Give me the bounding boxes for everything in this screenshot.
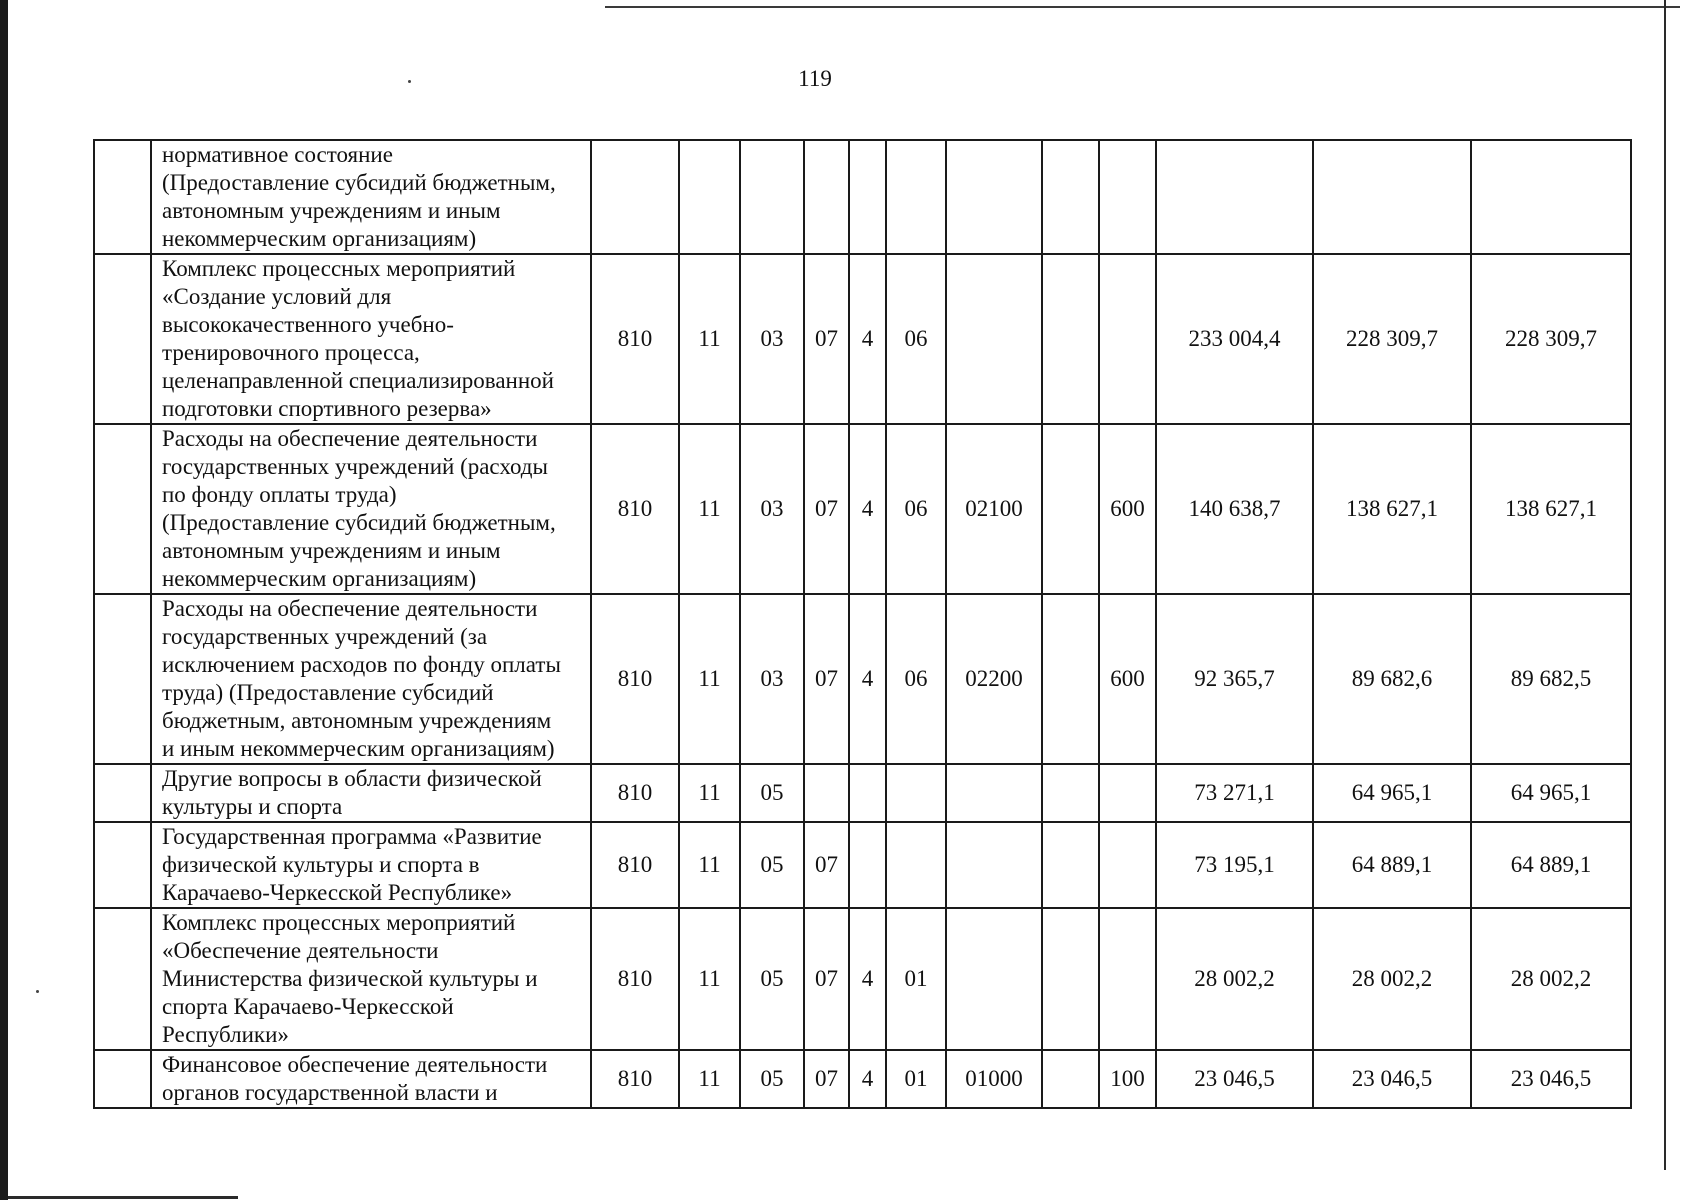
program-type-cell: 4 <box>849 594 886 764</box>
subsection-code-cell: 03 <box>740 254 804 424</box>
row-number-cell <box>94 822 151 908</box>
description-line: и иным некоммерческим организациям) <box>162 736 555 761</box>
program-type-cell: 4 <box>849 1050 886 1108</box>
blank-cell <box>1042 424 1099 594</box>
amount-year-3-cell: 28 002,2 <box>1471 908 1631 1050</box>
blank-cell <box>1042 140 1099 254</box>
description-line: государственных учреждений (расходы <box>162 454 548 479</box>
description-line: спорта Карачаево-Черкесской <box>162 994 454 1019</box>
scan-right-edge <box>1664 0 1666 1170</box>
ministry-code-cell <box>591 140 679 254</box>
amount-year-2-cell: 28 002,2 <box>1313 908 1471 1050</box>
table-row <box>94 764 1631 822</box>
table-row <box>94 822 1631 908</box>
amount-year-2-cell: 64 965,1 <box>1313 764 1471 822</box>
description-line: по фонду оплаты труда) <box>162 482 397 507</box>
program-code-cell: 07 <box>804 594 849 764</box>
ministry-code-cell: 810 <box>591 822 679 908</box>
description-line: целенаправленной специализированной <box>162 368 554 393</box>
amount-year-2-cell <box>1313 140 1471 254</box>
scan-speck <box>36 990 39 993</box>
amount-year-3-cell: 23 046,5 <box>1471 1050 1631 1108</box>
program-type-cell: 4 <box>849 254 886 424</box>
direction-code-cell: 02200 <box>946 594 1042 764</box>
page-number: 119 <box>798 66 832 91</box>
description-line: Расходы на обеспечение деятельности <box>162 596 538 621</box>
amount-year-1-cell: 73 271,1 <box>1156 764 1313 822</box>
ministry-code-cell: 810 <box>591 764 679 822</box>
description-line: (Предоставление субсидий бюджетным, <box>162 170 556 195</box>
description-line: культуры и спорта <box>162 794 343 819</box>
row-number-cell <box>94 764 151 822</box>
ministry-code-cell: 810 <box>591 1050 679 1108</box>
description-line: «Создание условий для <box>162 284 392 309</box>
expense-type-cell <box>1099 908 1156 1050</box>
direction-code-cell <box>946 140 1042 254</box>
amount-year-2-cell: 89 682,6 <box>1313 594 1471 764</box>
description-line: высококачественного учебно- <box>162 312 454 337</box>
description-line: некоммерческим организациям) <box>162 566 477 591</box>
expense-type-cell: 600 <box>1099 424 1156 594</box>
complex-code-cell <box>886 764 946 822</box>
blank-cell <box>1042 254 1099 424</box>
description-cell <box>151 594 591 764</box>
complex-code-cell: 06 <box>886 594 946 764</box>
scan-bottom-edge <box>8 1196 238 1199</box>
section-code-cell: 11 <box>679 1050 740 1108</box>
program-type-cell <box>849 140 886 254</box>
expense-type-cell <box>1099 140 1156 254</box>
description-line: Расходы на обеспечение деятельности <box>162 426 538 451</box>
program-code-cell: 07 <box>804 254 849 424</box>
subsection-code-cell: 05 <box>740 908 804 1050</box>
amount-year-3-cell: 89 682,5 <box>1471 594 1631 764</box>
description-line: Государственная программа «Развитие <box>162 824 542 849</box>
description-line: бюджетным, автономным учреждениям <box>162 708 552 733</box>
direction-code-cell <box>946 908 1042 1050</box>
description-line: Финансовое обеспечение деятельности <box>162 1052 548 1077</box>
scan-left-edge <box>0 0 8 1200</box>
amount-year-3-cell: 64 889,1 <box>1471 822 1631 908</box>
amount-year-3-cell: 138 627,1 <box>1471 424 1631 594</box>
complex-code-cell <box>886 140 946 254</box>
program-code-cell: 07 <box>804 822 849 908</box>
section-code-cell: 11 <box>679 822 740 908</box>
amount-year-1-cell <box>1156 140 1313 254</box>
program-type-cell <box>849 764 886 822</box>
description-line: физической культуры и спорта в <box>162 852 480 877</box>
section-code-cell <box>679 140 740 254</box>
description-line: исключением расходов по фонду оплаты <box>162 652 561 677</box>
description-cell <box>151 254 591 424</box>
blank-cell <box>1042 1050 1099 1108</box>
description-line: подготовки спортивного резерва» <box>162 396 492 421</box>
complex-code-cell: 01 <box>886 908 946 1050</box>
amount-year-1-cell: 92 365,7 <box>1156 594 1313 764</box>
program-code-cell: 07 <box>804 1050 849 1108</box>
table-row <box>94 140 1631 254</box>
row-number-cell <box>94 140 151 254</box>
program-code-cell: 07 <box>804 908 849 1050</box>
row-number-cell <box>94 424 151 594</box>
amount-year-1-cell: 28 002,2 <box>1156 908 1313 1050</box>
amount-year-2-cell: 138 627,1 <box>1313 424 1471 594</box>
blank-cell <box>1042 822 1099 908</box>
subsection-code-cell: 05 <box>740 764 804 822</box>
ministry-code-cell: 810 <box>591 254 679 424</box>
subsection-code-cell: 05 <box>740 1050 804 1108</box>
program-code-cell: 07 <box>804 424 849 594</box>
expense-type-cell <box>1099 254 1156 424</box>
program-type-cell: 4 <box>849 908 886 1050</box>
subsection-code-cell: 05 <box>740 822 804 908</box>
amount-year-1-cell: 23 046,5 <box>1156 1050 1313 1108</box>
table-row <box>94 594 1631 764</box>
subsection-code-cell: 03 <box>740 424 804 594</box>
amount-year-3-cell: 64 965,1 <box>1471 764 1631 822</box>
amount-year-1-cell: 140 638,7 <box>1156 424 1313 594</box>
description-cell <box>151 1050 591 1108</box>
description-line: тренировочного процесса, <box>162 340 420 365</box>
description-line: труда) (Предоставление субсидий <box>162 680 494 705</box>
section-code-cell: 11 <box>679 424 740 594</box>
expense-type-cell: 100 <box>1099 1050 1156 1108</box>
amount-year-2-cell: 64 889,1 <box>1313 822 1471 908</box>
row-number-cell <box>94 254 151 424</box>
description-line: Карачаево-Черкесской Республике» <box>162 880 513 905</box>
budget-table <box>93 139 1632 1109</box>
amount-year-3-cell <box>1471 140 1631 254</box>
amount-year-3-cell: 228 309,7 <box>1471 254 1631 424</box>
complex-code-cell: 01 <box>886 1050 946 1108</box>
section-code-cell: 11 <box>679 594 740 764</box>
section-code-cell: 11 <box>679 764 740 822</box>
description-line: государственных учреждений (за <box>162 624 488 649</box>
expense-type-cell <box>1099 764 1156 822</box>
subsection-code-cell <box>740 140 804 254</box>
description-cell <box>151 822 591 908</box>
row-number-cell <box>94 908 151 1050</box>
scan-speck <box>408 80 411 83</box>
amount-year-2-cell: 23 046,5 <box>1313 1050 1471 1108</box>
direction-code-cell <box>946 822 1042 908</box>
blank-cell <box>1042 594 1099 764</box>
program-code-cell <box>804 764 849 822</box>
section-code-cell: 11 <box>679 254 740 424</box>
description-line: «Обеспечение деятельности <box>162 938 439 963</box>
description-cell <box>151 908 591 1050</box>
amount-year-1-cell: 73 195,1 <box>1156 822 1313 908</box>
expense-type-cell: 600 <box>1099 594 1156 764</box>
table-row <box>94 424 1631 594</box>
row-number-cell <box>94 594 151 764</box>
table-row <box>94 908 1631 1050</box>
scan-top-rule <box>605 6 1680 8</box>
row-number-cell <box>94 1050 151 1108</box>
description-line: Другие вопросы в области физической <box>162 766 542 791</box>
blank-cell <box>1042 764 1099 822</box>
table-row <box>94 1050 1631 1108</box>
description-line: автономным учреждениям и иным <box>162 538 501 563</box>
description-line: нормативное состояние <box>162 142 393 167</box>
description-line: некоммерческим организациям) <box>162 226 477 251</box>
ministry-code-cell: 810 <box>591 424 679 594</box>
expense-type-cell <box>1099 822 1156 908</box>
blank-cell <box>1042 908 1099 1050</box>
amount-year-1-cell: 233 004,4 <box>1156 254 1313 424</box>
description-line: автономным учреждениям и иным <box>162 198 501 223</box>
description-line: органов государственной власти и <box>162 1080 498 1105</box>
complex-code-cell: 06 <box>886 424 946 594</box>
section-code-cell: 11 <box>679 908 740 1050</box>
description-cell <box>151 424 591 594</box>
table-body <box>94 140 1631 1108</box>
description-cell <box>151 140 591 254</box>
program-type-cell <box>849 822 886 908</box>
complex-code-cell <box>886 822 946 908</box>
direction-code-cell <box>946 254 1042 424</box>
description-line: Министерства физической культуры и <box>162 966 538 991</box>
description-line: (Предоставление субсидий бюджетным, <box>162 510 556 535</box>
direction-code-cell: 01000 <box>946 1050 1042 1108</box>
direction-code-cell <box>946 764 1042 822</box>
amount-year-2-cell: 228 309,7 <box>1313 254 1471 424</box>
table-row <box>94 254 1631 424</box>
description-line: Комплекс процессных мероприятий <box>162 256 516 281</box>
direction-code-cell: 02100 <box>946 424 1042 594</box>
ministry-code-cell: 810 <box>591 908 679 1050</box>
description-cell <box>151 764 591 822</box>
subsection-code-cell: 03 <box>740 594 804 764</box>
description-line: Комплекс процессных мероприятий <box>162 910 516 935</box>
description-line: Республики» <box>162 1022 289 1047</box>
program-code-cell <box>804 140 849 254</box>
program-type-cell: 4 <box>849 424 886 594</box>
complex-code-cell: 06 <box>886 254 946 424</box>
ministry-code-cell: 810 <box>591 594 679 764</box>
